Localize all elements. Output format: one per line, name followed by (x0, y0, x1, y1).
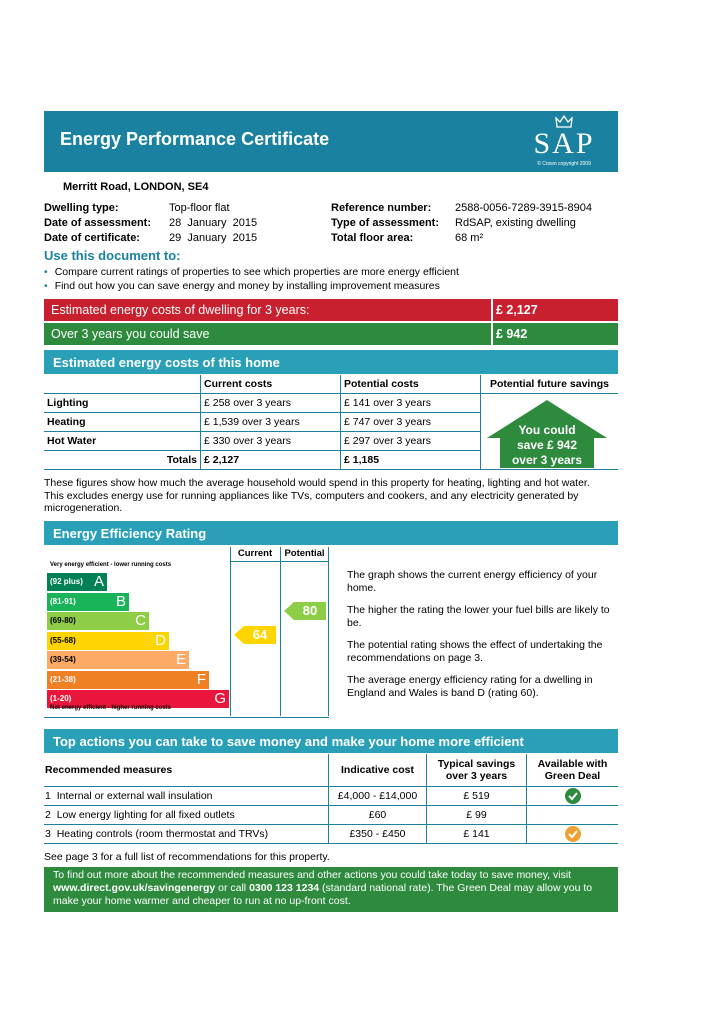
table-row: Lighting £ 258 over 3 years £ 141 over 3 years (44, 394, 618, 413)
dwelling-type-value: Top-floor flat (169, 202, 230, 214)
floor-area-value: 68 m² (455, 232, 484, 244)
use-document-title: Use this document to: (44, 248, 181, 263)
date-assessment-value: 28 January 2015 (169, 217, 258, 229)
costs-section-header: Estimated energy costs of this home (44, 350, 618, 374)
sap-logo (524, 115, 604, 171)
rating-band-f: (21-38) F (47, 671, 209, 689)
table-row: 3 Heating controls (room thermostat and TRVs) £350 - £450 £ 141 (44, 824, 618, 843)
col-potential-costs: Potential costs (341, 375, 481, 394)
totals-row: Totals £ 2,127 £ 1,185 (44, 451, 618, 470)
crown-icon (555, 115, 573, 129)
logo-copyright: © Crown copyright 2009 (537, 161, 591, 167)
property-address: Merritt Road, LONDON, SE4 (63, 181, 209, 193)
date-certificate-label: Date of certificate: (44, 232, 140, 244)
bottom-note: Not energy efficient - higher running costs (50, 705, 172, 711)
savings-arrow-text: You could save £ 942 over 3 years (511, 423, 583, 467)
rating-description: The graph shows the current energy efficiency of your home. The higher the rating the lower your fuel bills are likely to be. The potential rating shows the effect of undertaking the recommendations on page 3. The average energy efficiency rating for a dwelling in England and Wales is band D (rating 60). (347, 569, 610, 699)
reference-value: 2588-0056-7289-3915-8904 (455, 202, 593, 214)
top-note: Very energy efficient - lower running costs (50, 562, 172, 568)
date-certificate-value: 29 January 2015 (169, 232, 258, 244)
footer-info: To find out more about the recommended measures and other actions you could take today to save money, visit www.direct.gov.uk/savingenergy or call 0300 123 1234 (standard national rate). The Green Deal may allow you to make your home warmer and cheaper to run at no up-front cost. (44, 867, 618, 912)
savings-label: Over 3 years you could save (51, 327, 210, 341)
table-row: Hot Water £ 330 over 3 years £ 297 over 3 years (44, 432, 618, 451)
dwelling-type-label: Dwelling type: (44, 202, 119, 214)
type-assessment-label: Type of assessment: (331, 217, 440, 229)
floor-area-label: Total floor area: (331, 232, 414, 244)
col-future-savings: Potential future savings (489, 378, 610, 390)
estimated-costs-label: Estimated energy costs of dwelling for 3 years: (51, 303, 310, 317)
rating-band-d: (55-68) D (47, 632, 169, 650)
table-row: Heating £ 1,539 over 3 years £ 747 over 3 years (44, 413, 618, 432)
phone-number: 0300 123 1234 (249, 882, 320, 894)
rating-band-e: (39-54) E (47, 651, 189, 669)
page-title: Energy Performance Certificate (60, 129, 330, 149)
rating-section-header: Energy Efficiency Rating (44, 521, 618, 545)
actions-section-header: Top actions you can take to save money and make your home more efficient (44, 729, 618, 753)
savings-bar (44, 323, 618, 345)
date-assessment-label: Date of assessment: (44, 217, 151, 229)
reference-label: Reference number: (331, 202, 432, 214)
rating-band-g: (1-20) G (47, 690, 229, 708)
check-green-icon (565, 788, 581, 804)
actions-table (44, 754, 618, 844)
table-row: 1 Internal or external wall insulation £4,000 - £14,000 £ 519 (44, 786, 618, 805)
col-potential: Potential (284, 548, 325, 559)
see-page-note: See page 3 for a full list of recommendations for this property. (44, 851, 330, 863)
col-typical-savings: Typical savings over 3 years (427, 754, 527, 786)
sap-logo-text: SAP (533, 127, 595, 160)
col-current: Current (237, 548, 273, 559)
details-right (331, 202, 592, 247)
savingenergy-link[interactable]: www.direct.gov.uk/savingenergy (53, 882, 216, 894)
check-orange-icon (565, 826, 581, 842)
savings-value: £ 942 (496, 327, 528, 341)
certificate-header (44, 111, 618, 172)
rating-band-b: (81-91) B (47, 593, 129, 611)
bullet-item: • Find out how you can save energy and money by installing improvement measures (44, 280, 440, 292)
bullet-item: • Compare current ratings of properties to see which properties are more energy efficient (44, 266, 459, 278)
current-rating-value: 64 (252, 627, 268, 642)
rating-chart (44, 547, 329, 718)
estimated-costs-value: £ 2,127 (496, 303, 538, 317)
table-row: 2 Low energy lighting for all fixed outlets £60 £ 99 (44, 805, 618, 824)
estimated-costs-bar (44, 299, 618, 321)
rating-band-c: (69-80) C (47, 612, 149, 630)
col-indicative-cost: Indicative cost (329, 754, 427, 786)
potential-rating-value: 80 (302, 603, 318, 618)
type-assessment-value: RdSAP, existing dwelling (455, 217, 576, 229)
rating-band-a: (92 plus) A (47, 573, 107, 591)
col-recommended: Recommended measures (44, 754, 329, 786)
col-green-deal: Available with Green Deal (537, 757, 608, 782)
costs-note: These figures show how much the average household would spend in this property for heating, lighting and hot water. This excludes energy use for running appliances like TVs, computers and cookers, and any electricity generated by microgeneration. (44, 477, 590, 514)
details-left (44, 202, 257, 247)
col-current-costs: Current costs (201, 375, 341, 394)
